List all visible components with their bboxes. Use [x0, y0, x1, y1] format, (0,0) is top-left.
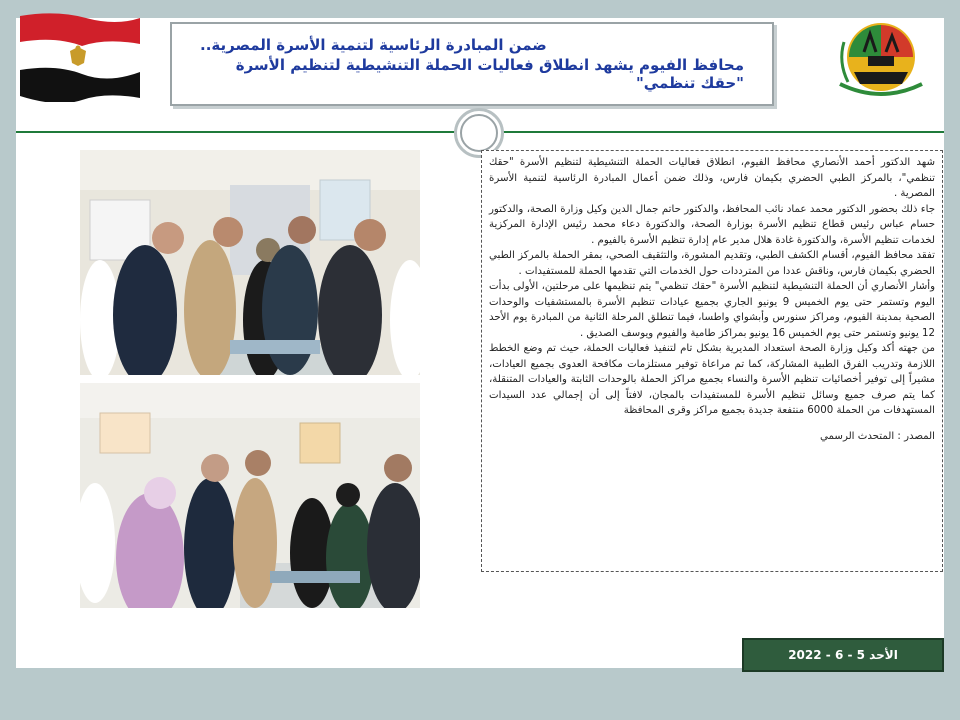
event-photo-2: [80, 383, 420, 608]
fayoum-governorate-logo: [834, 12, 928, 102]
article-paragraph-1: شهد الدكتور أحمد الأنصاري محافظ الفيوم، انطلاق فعاليات الحملة التنشيطية لتنظيم الأسرة "حقك تنظمي"، بالمركز الطبي الحضري بكيمان فارس، وذلك ضمن أعمال المبادرة الرئاسية لتنمية الأسرة المصرية .: [489, 157, 935, 199]
headline-line-2: محافظ الفيوم يشهد انطلاق فعاليات الحملة التنشيطية لتنظيم الأسرة "حقك تنظمي": [235, 56, 744, 92]
article-source: المصدر : المتحدث الرسمي: [820, 430, 935, 442]
article-paragraph-3: تفقد محافظ الفيوم، أقسام الكشف الطبي، وتقديم المشورة، والتثقيف الصحي، بمقر الحملة بالمركز الطبي الحضري بكيمان فارس، وناقش عددا من المترددات حول الخدمات التي تقدمها الحملة للمستفيدات .: [489, 250, 935, 277]
article-paragraph-5: من جهته أكد وكيل وزارة الصحة استعداد المديرية بشكل تام لتنفيذ فعاليات الحملة، حيث تم وضع الخطط اللازمة وتدريب الفرق الطبية المشاركة، كما تم مراعاة توفير مستلزمات مكافحة العدوى بجميع العيادات، مشيراً إلى توفير أخصائيات تنظيم الأسرة والنساء بجميع مراكز الحملة بالوحدات الثابتة والعيادات المتنقلة، كما يتم صرف جميع وسائل تنظيم الأسرة للمستفيدات بالمجان، لافتاً إلى أن إجمالي عدد السيدات المستهدفات من الحملة 6000 منتفعة جديدة بجميع مراكز وقرى المحافظة: [489, 343, 935, 416]
article-paragraph-4: وأشار الأنصاري أن الحملة التنشيطية لتنظيم الأسرة "حقك تنظمي" يتم تنظيمها على مرحلتين، الأولى بدأت اليوم وتستمر حتى يوم الخميس 9 يونيو الجاري بجميع عيادات تنظيم الأسرة بالمستشفيات والوحدات الصحية بمدينة الفيوم، ومراكز سنورس وأبشواي واطسا، فيما تنطلق المرحلة الثانية من المبادرة يوم الأحد 12 يونيو وتستمر حتى يوم الخميس 16 يونيو بمراكز طامية والفيوم ويوسف الصديق .: [489, 281, 935, 339]
egypt-flag-icon: [16, 10, 144, 102]
headline-box: [170, 22, 774, 106]
article-body: [481, 150, 943, 572]
headline-line-1: ضمن المبادرة الرئاسية لتنمية الأسرة المصرية..: [200, 36, 547, 54]
date-text: الأحد 5 - 6 - 2022: [788, 648, 898, 662]
event-photo-1: [80, 150, 420, 375]
article-paragraph-2: جاء ذلك بحضور الدكتور محمد عماد نائب المحافظ، والدكتور حاتم جمال الدين وكيل وزارة الصحة، والدكتور حسام عباس رئيس قطاع تنظيم الأسرة بوزارة الصحة، والدكتورة دعاء محمد رئيس الإدارة المركزية لخدمات تنظيم الأسرة، والدكتورة غادة هلال مدير عام إدارة تنظيم الأسرة بالفيوم .: [489, 203, 935, 246]
date-badge: [742, 638, 944, 672]
